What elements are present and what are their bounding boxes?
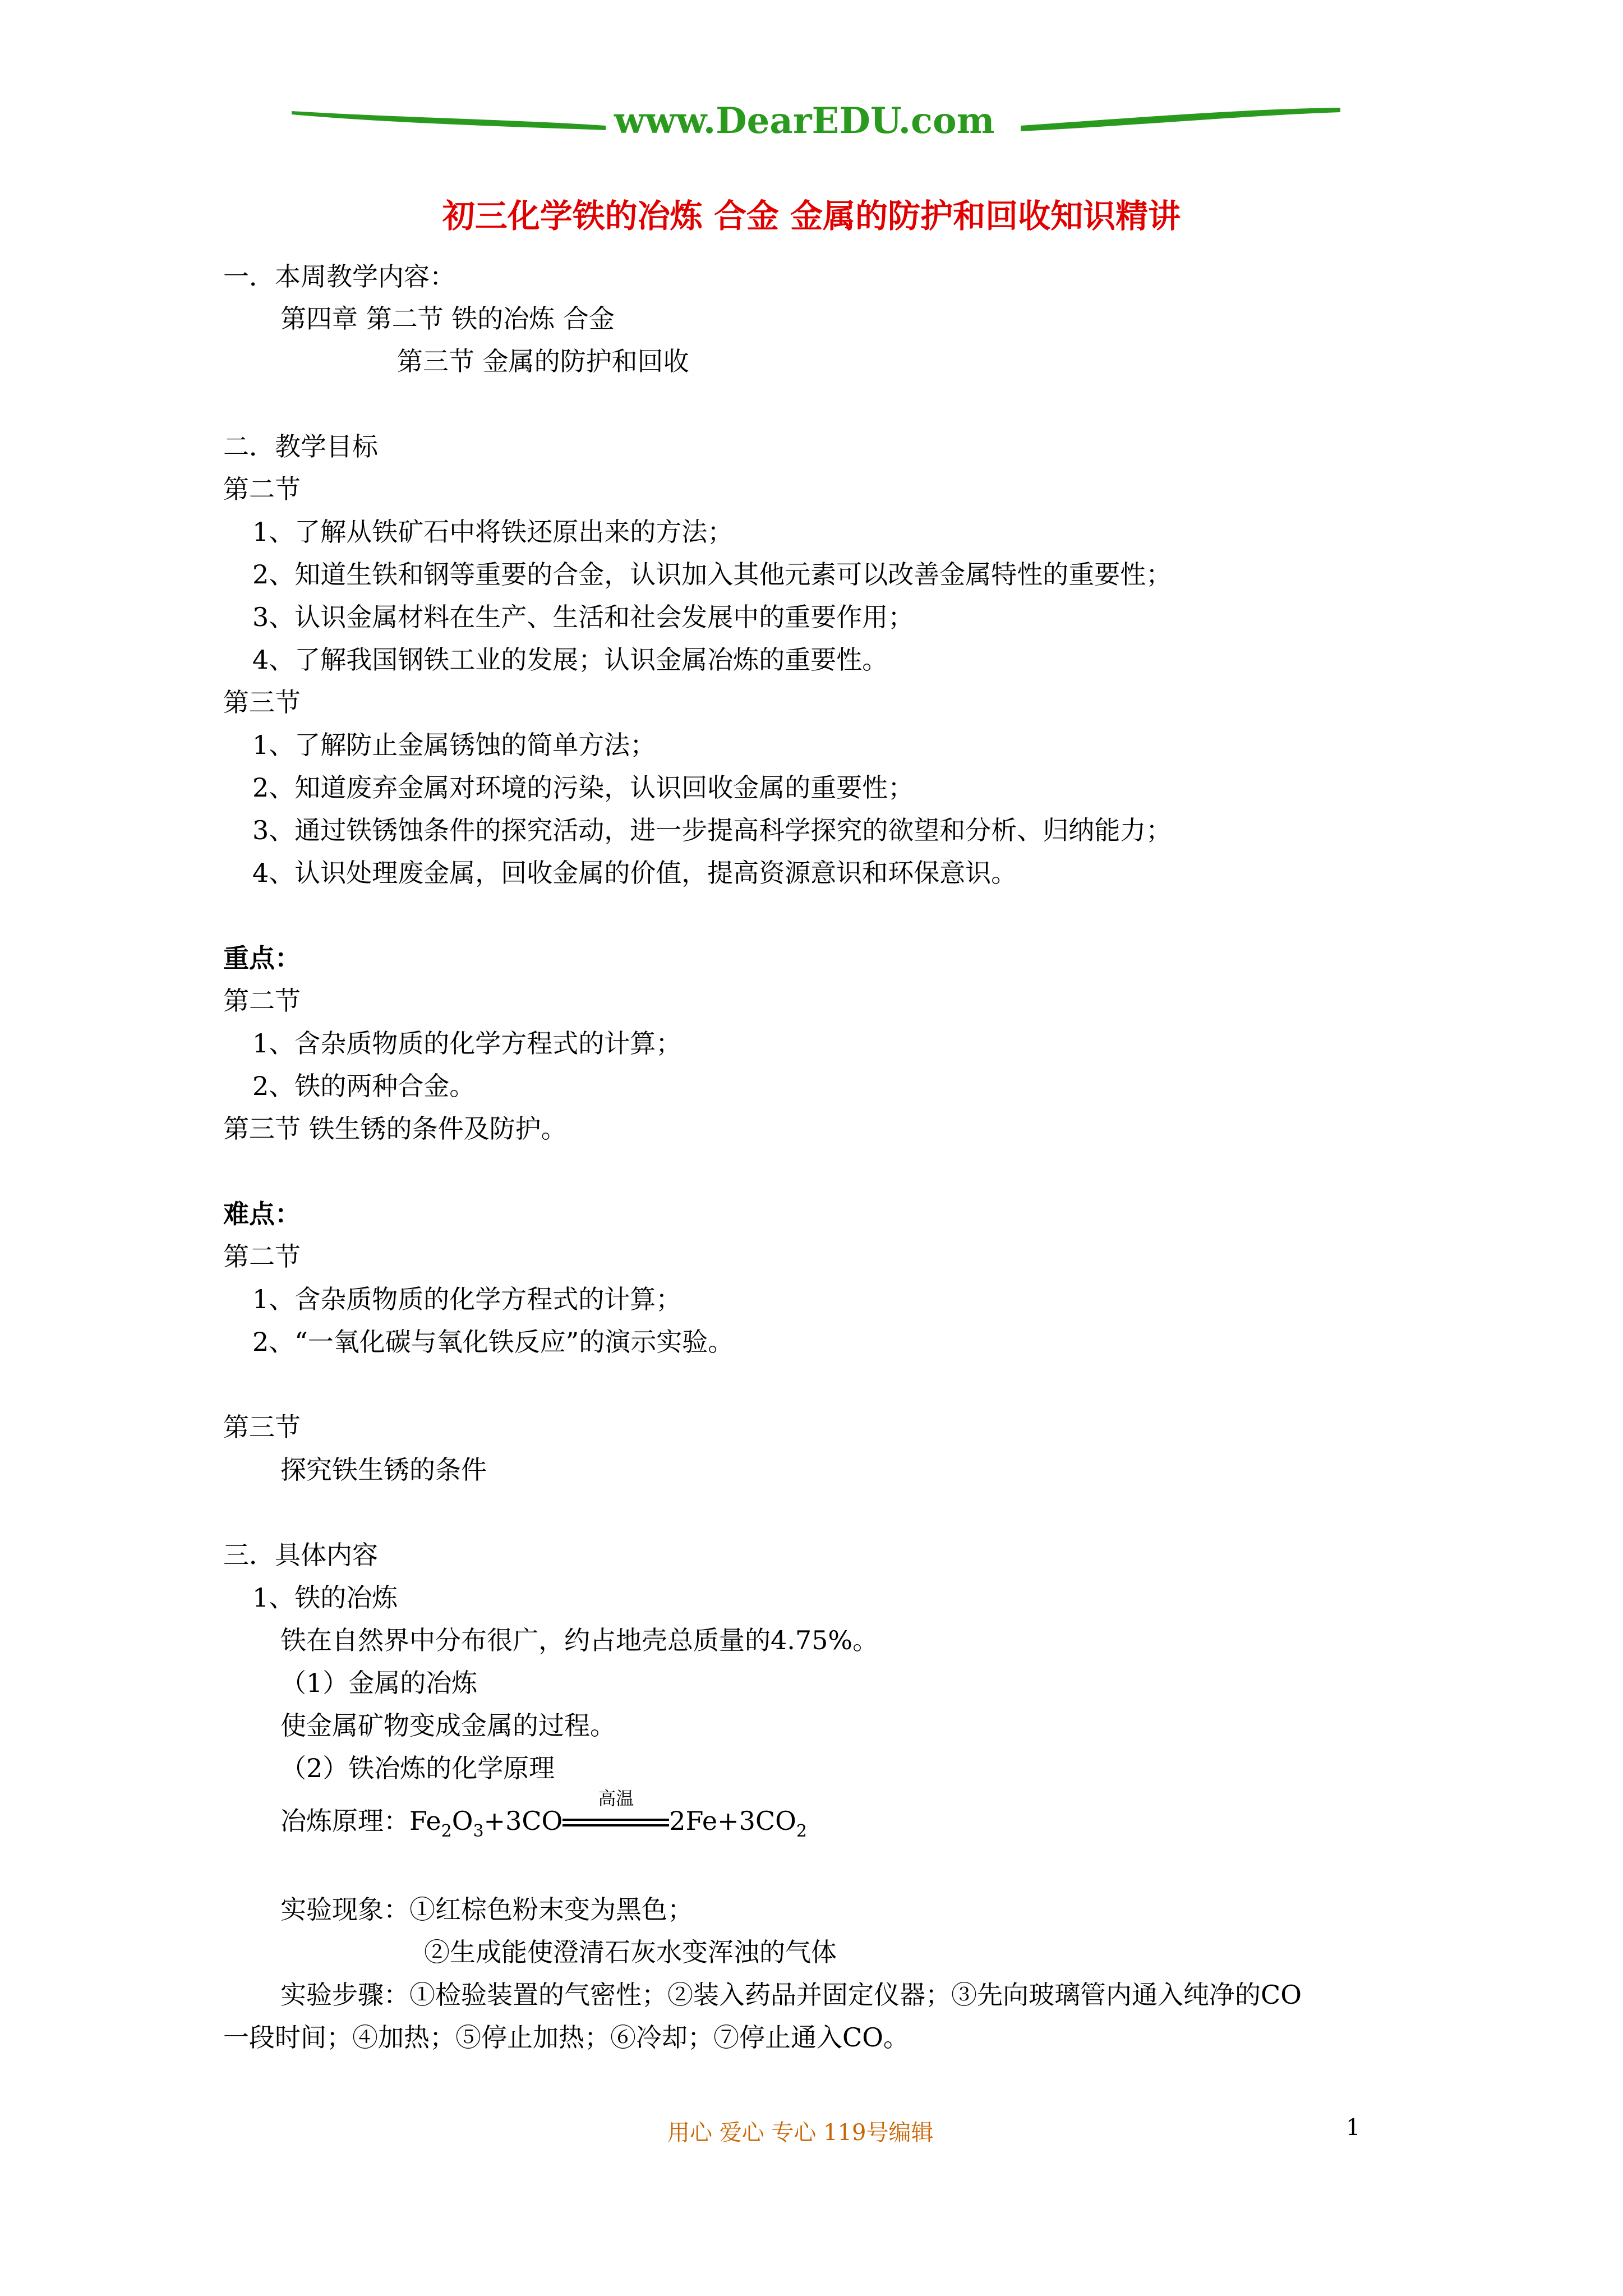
key-points-heading: 重点： — [223, 943, 301, 973]
text-line: （2）铁冶炼的化学原理 — [280, 1753, 555, 1783]
subsection-label: 第二节 — [223, 1241, 301, 1272]
subsection-label: 第三节 — [223, 687, 301, 717]
text-line: 探究铁生锈的条件 — [280, 1455, 487, 1485]
subsection-label: 第三节 — [223, 1412, 301, 1442]
equation-co: +3CO — [483, 1806, 563, 1836]
list-item: 2、知道生铁和钢等重要的合金，认识加入其他元素可以改善金属特性的重要性； — [252, 559, 1172, 590]
smelting-equation — [280, 1788, 807, 1847]
list-item: 2、知道废弃金属对环境的污染，认识回收金属的重要性； — [252, 772, 914, 803]
text-line: 实验现象：①红棕色粉末变为黑色； — [280, 1894, 693, 1925]
subsection-label: 第二节 — [223, 986, 301, 1016]
footer-slogan: 用心 爱心 专心 119号编辑 — [667, 2120, 934, 2146]
subsection-label: 第三节 铁生锈的条件及防护。 — [223, 1114, 567, 1144]
list-item: 4、认识处理废金属，回收金属的价值，提高资源意识和环保意识。 — [252, 858, 1017, 888]
section-heading: 二．教学目标 — [223, 431, 378, 462]
list-item: 2、“一氧化碳与氧化铁反应”的演示实验。 — [252, 1327, 734, 1357]
difficult-points-heading: 难点： — [223, 1199, 301, 1229]
subsection-label: 1、铁的冶炼 — [252, 1582, 398, 1613]
text-line: （1）金属的冶炼 — [280, 1668, 478, 1698]
text-line: 一段时间；④加热；⑤停止加热；⑥冷却；⑦停止通入CO。 — [223, 2022, 909, 2053]
equation-label: 冶炼原理： — [280, 1806, 409, 1836]
text-line: 铁在自然界中分布很广，约占地壳总质量的4.75%。 — [280, 1625, 879, 1655]
reaction-condition: 高温 — [598, 1788, 634, 1809]
text-line: 实验步骤：①检验装置的气密性；②装入药品并固定仪器；③先向玻璃管内通入纯净的CO — [280, 1980, 1302, 2010]
subsection-label: 第二节 — [223, 474, 301, 504]
list-item: 1、含杂质物质的化学方程式的计算； — [252, 1284, 682, 1314]
list-item: 1、含杂质物质的化学方程式的计算； — [252, 1028, 682, 1059]
text-line: 第四章 第二节 铁的冶炼 合金 — [280, 303, 615, 334]
equation-fe: Fe — [409, 1806, 441, 1836]
section-heading: 一．本周教学内容： — [223, 261, 455, 292]
reaction-arrow — [562, 1788, 669, 1837]
page-title: 初三化学铁的冶炼 合金 金属的防护和回收知识精讲 — [442, 197, 1181, 235]
list-item: 1、了解从铁矿石中将铁还原出来的方法； — [252, 517, 734, 547]
subscript: 2 — [796, 1821, 807, 1841]
page-number: 1 — [1346, 2115, 1361, 2141]
list-item: 2、铁的两种合金。 — [252, 1071, 476, 1101]
text-line: 第三节 金属的防护和回收 — [397, 346, 689, 376]
subscript: 2 — [441, 1821, 452, 1841]
text-line: 使金属矿物变成金属的过程。 — [280, 1710, 616, 1741]
list-item: 3、认识金属材料在生产、生活和社会发展中的重要作用； — [252, 602, 914, 632]
list-item: 1、了解防止金属锈蚀的简单方法； — [252, 730, 656, 760]
text-line: ②生成能使澄清石灰水变浑浊的气体 — [424, 1937, 837, 1967]
subscript: 3 — [473, 1821, 484, 1841]
equation-o: O — [451, 1806, 473, 1836]
list-item: 3、通过铁锈蚀条件的探究活动，进一步提高科学探究的欲望和分析、归纳能力； — [252, 815, 1172, 845]
section-heading: 三．具体内容 — [223, 1540, 378, 1570]
list-item: 4、了解我国钢铁工业的发展；认识金属冶炼的重要性。 — [252, 645, 888, 675]
site-logo-text[interactable]: www.DearEDU.com — [614, 100, 995, 142]
equation-products: 2Fe+3CO — [669, 1806, 796, 1836]
